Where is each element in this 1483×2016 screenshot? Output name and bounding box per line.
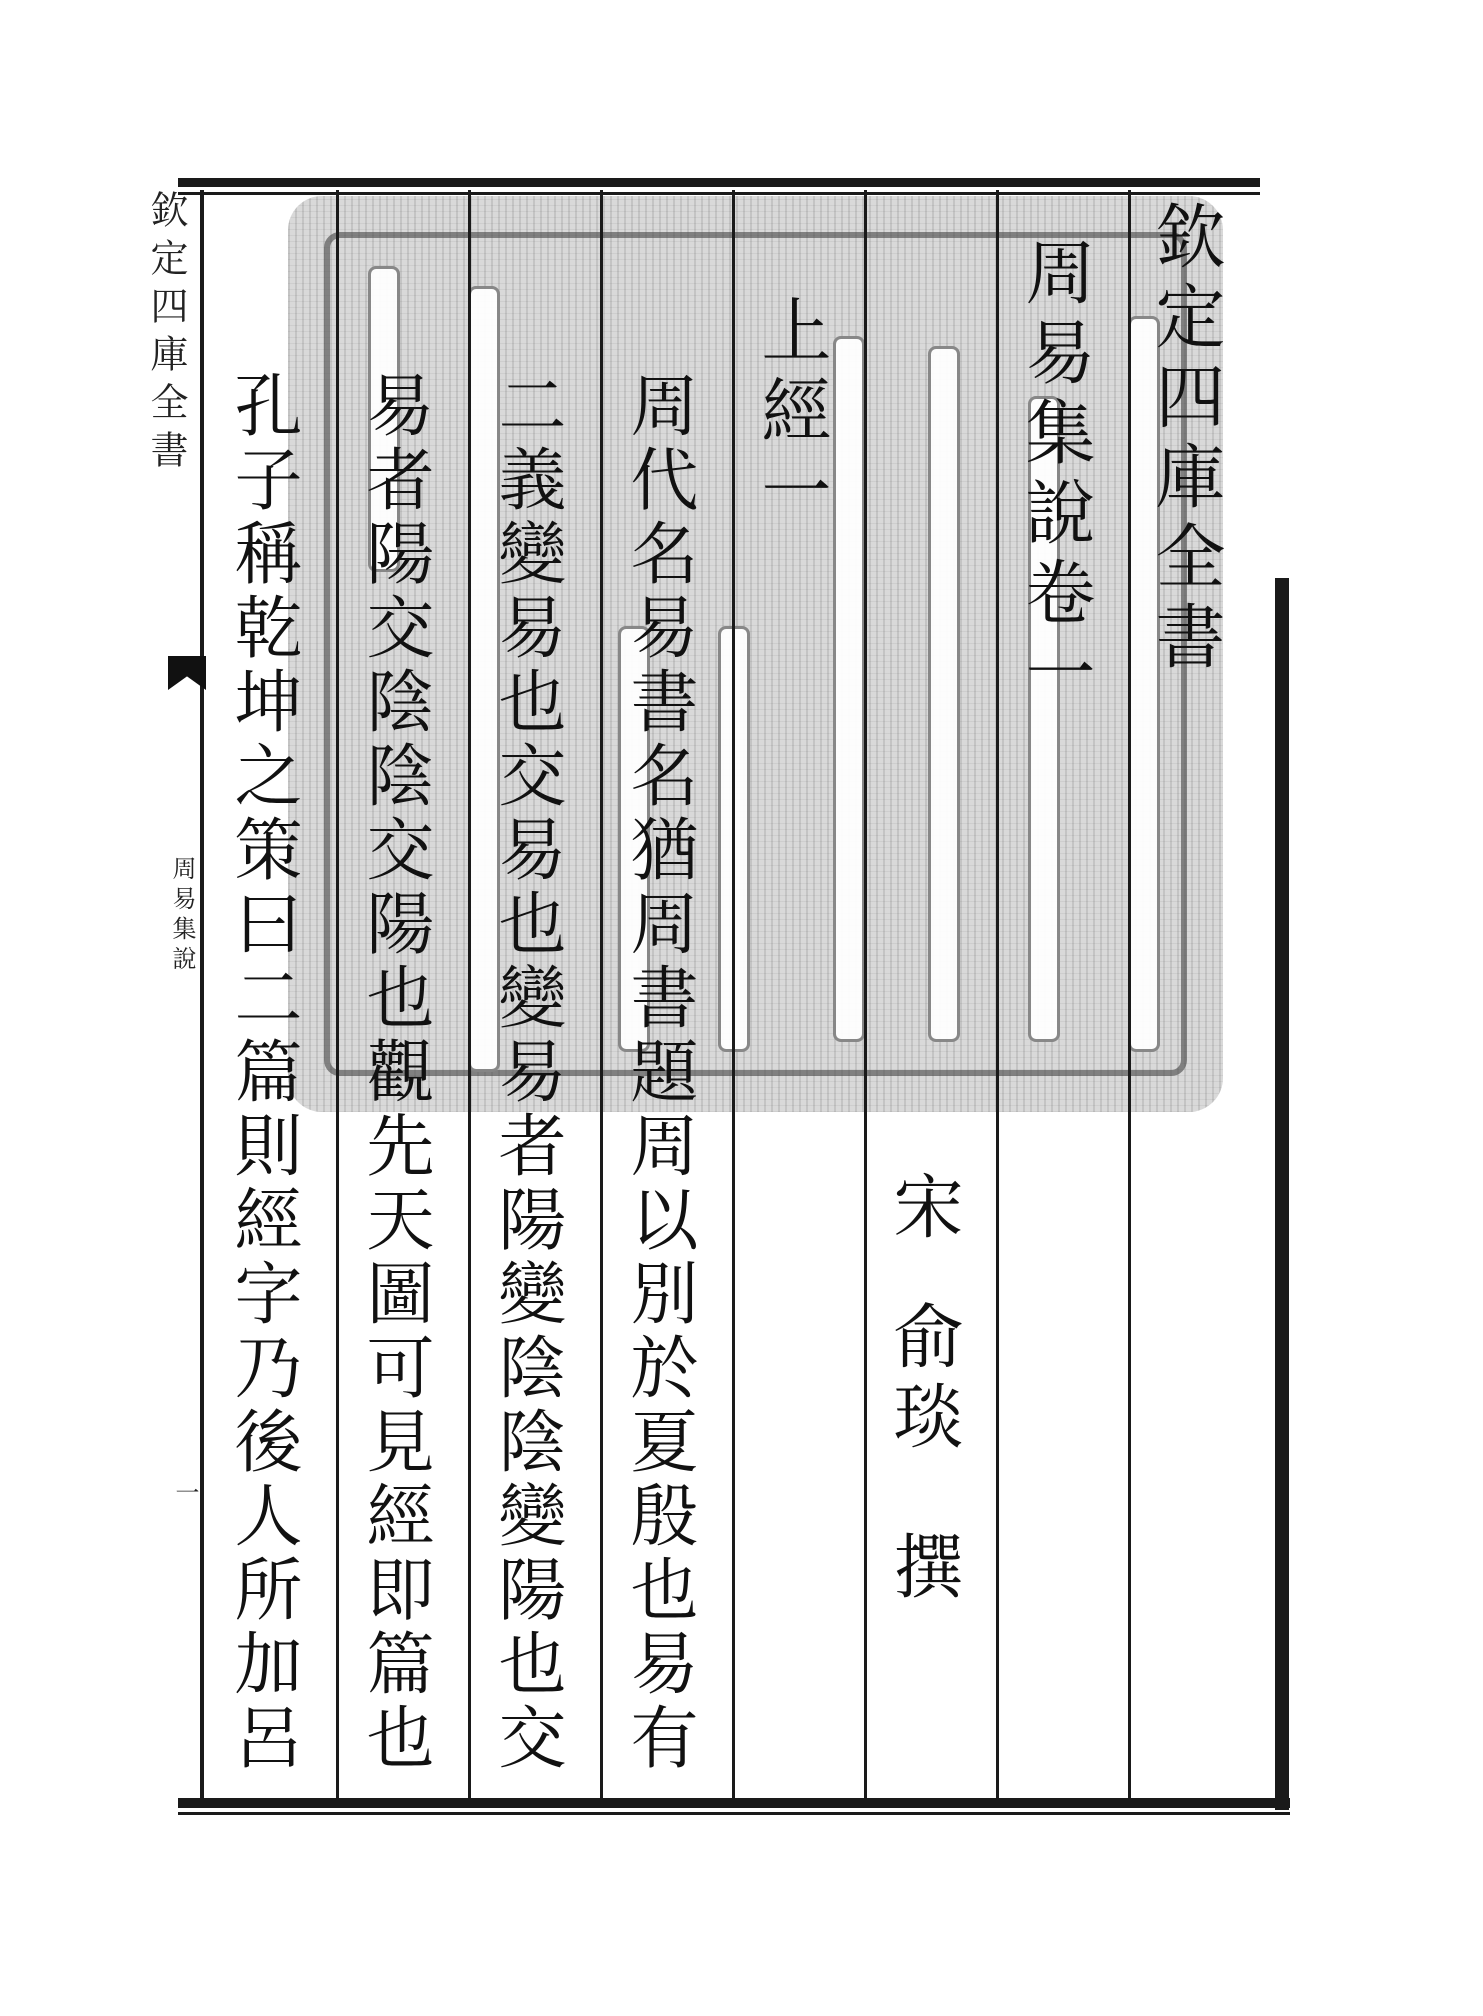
author-dynasty: 宋 bbox=[882, 1170, 964, 1250]
frame-top-rule-inner bbox=[178, 192, 1260, 195]
column-divider bbox=[864, 190, 867, 1802]
column-divider bbox=[468, 190, 471, 1802]
fishtail-mark bbox=[168, 656, 206, 690]
frame-top-rule bbox=[178, 178, 1260, 187]
frame-left-rule bbox=[200, 190, 204, 1805]
margin-book-title: 周易集說 bbox=[168, 856, 196, 976]
seal-glyph-stroke bbox=[928, 346, 960, 1042]
section-heading: 上經一 bbox=[750, 294, 832, 534]
column-divider bbox=[600, 190, 603, 1802]
column-divider bbox=[336, 190, 339, 1802]
book-title: 周易集說卷一 bbox=[1014, 236, 1096, 716]
body-line-3: 易者陽交陰陰交陽也觀先天圖可見經即篇也 bbox=[355, 370, 434, 1776]
column-divider bbox=[1128, 190, 1131, 1802]
author-role: 撰 bbox=[882, 1530, 964, 1610]
body-line-2: 二義變易也交易也變易者陽變陰陰變陽也交 bbox=[487, 370, 566, 1776]
frame-right-rule bbox=[1275, 578, 1289, 1810]
author-name: 俞琰 bbox=[882, 1300, 964, 1460]
margin-page-number: 一 bbox=[171, 1480, 199, 1504]
column-divider bbox=[732, 190, 735, 1802]
column-divider bbox=[996, 190, 999, 1802]
body-line-1: 周代名易書名猶周書題周以別於夏殷也易有 bbox=[619, 370, 698, 1776]
margin-series-title: 欽定四庫全書 bbox=[144, 190, 188, 478]
frame-bottom-rule-inner bbox=[178, 1812, 1290, 1815]
seal-glyph-stroke bbox=[833, 336, 865, 1042]
body-line-4: 孔子稱乾坤之策曰二篇則經字乃後人所加呂 bbox=[223, 370, 302, 1776]
series-title: 欽定四庫全書 bbox=[1144, 200, 1226, 680]
